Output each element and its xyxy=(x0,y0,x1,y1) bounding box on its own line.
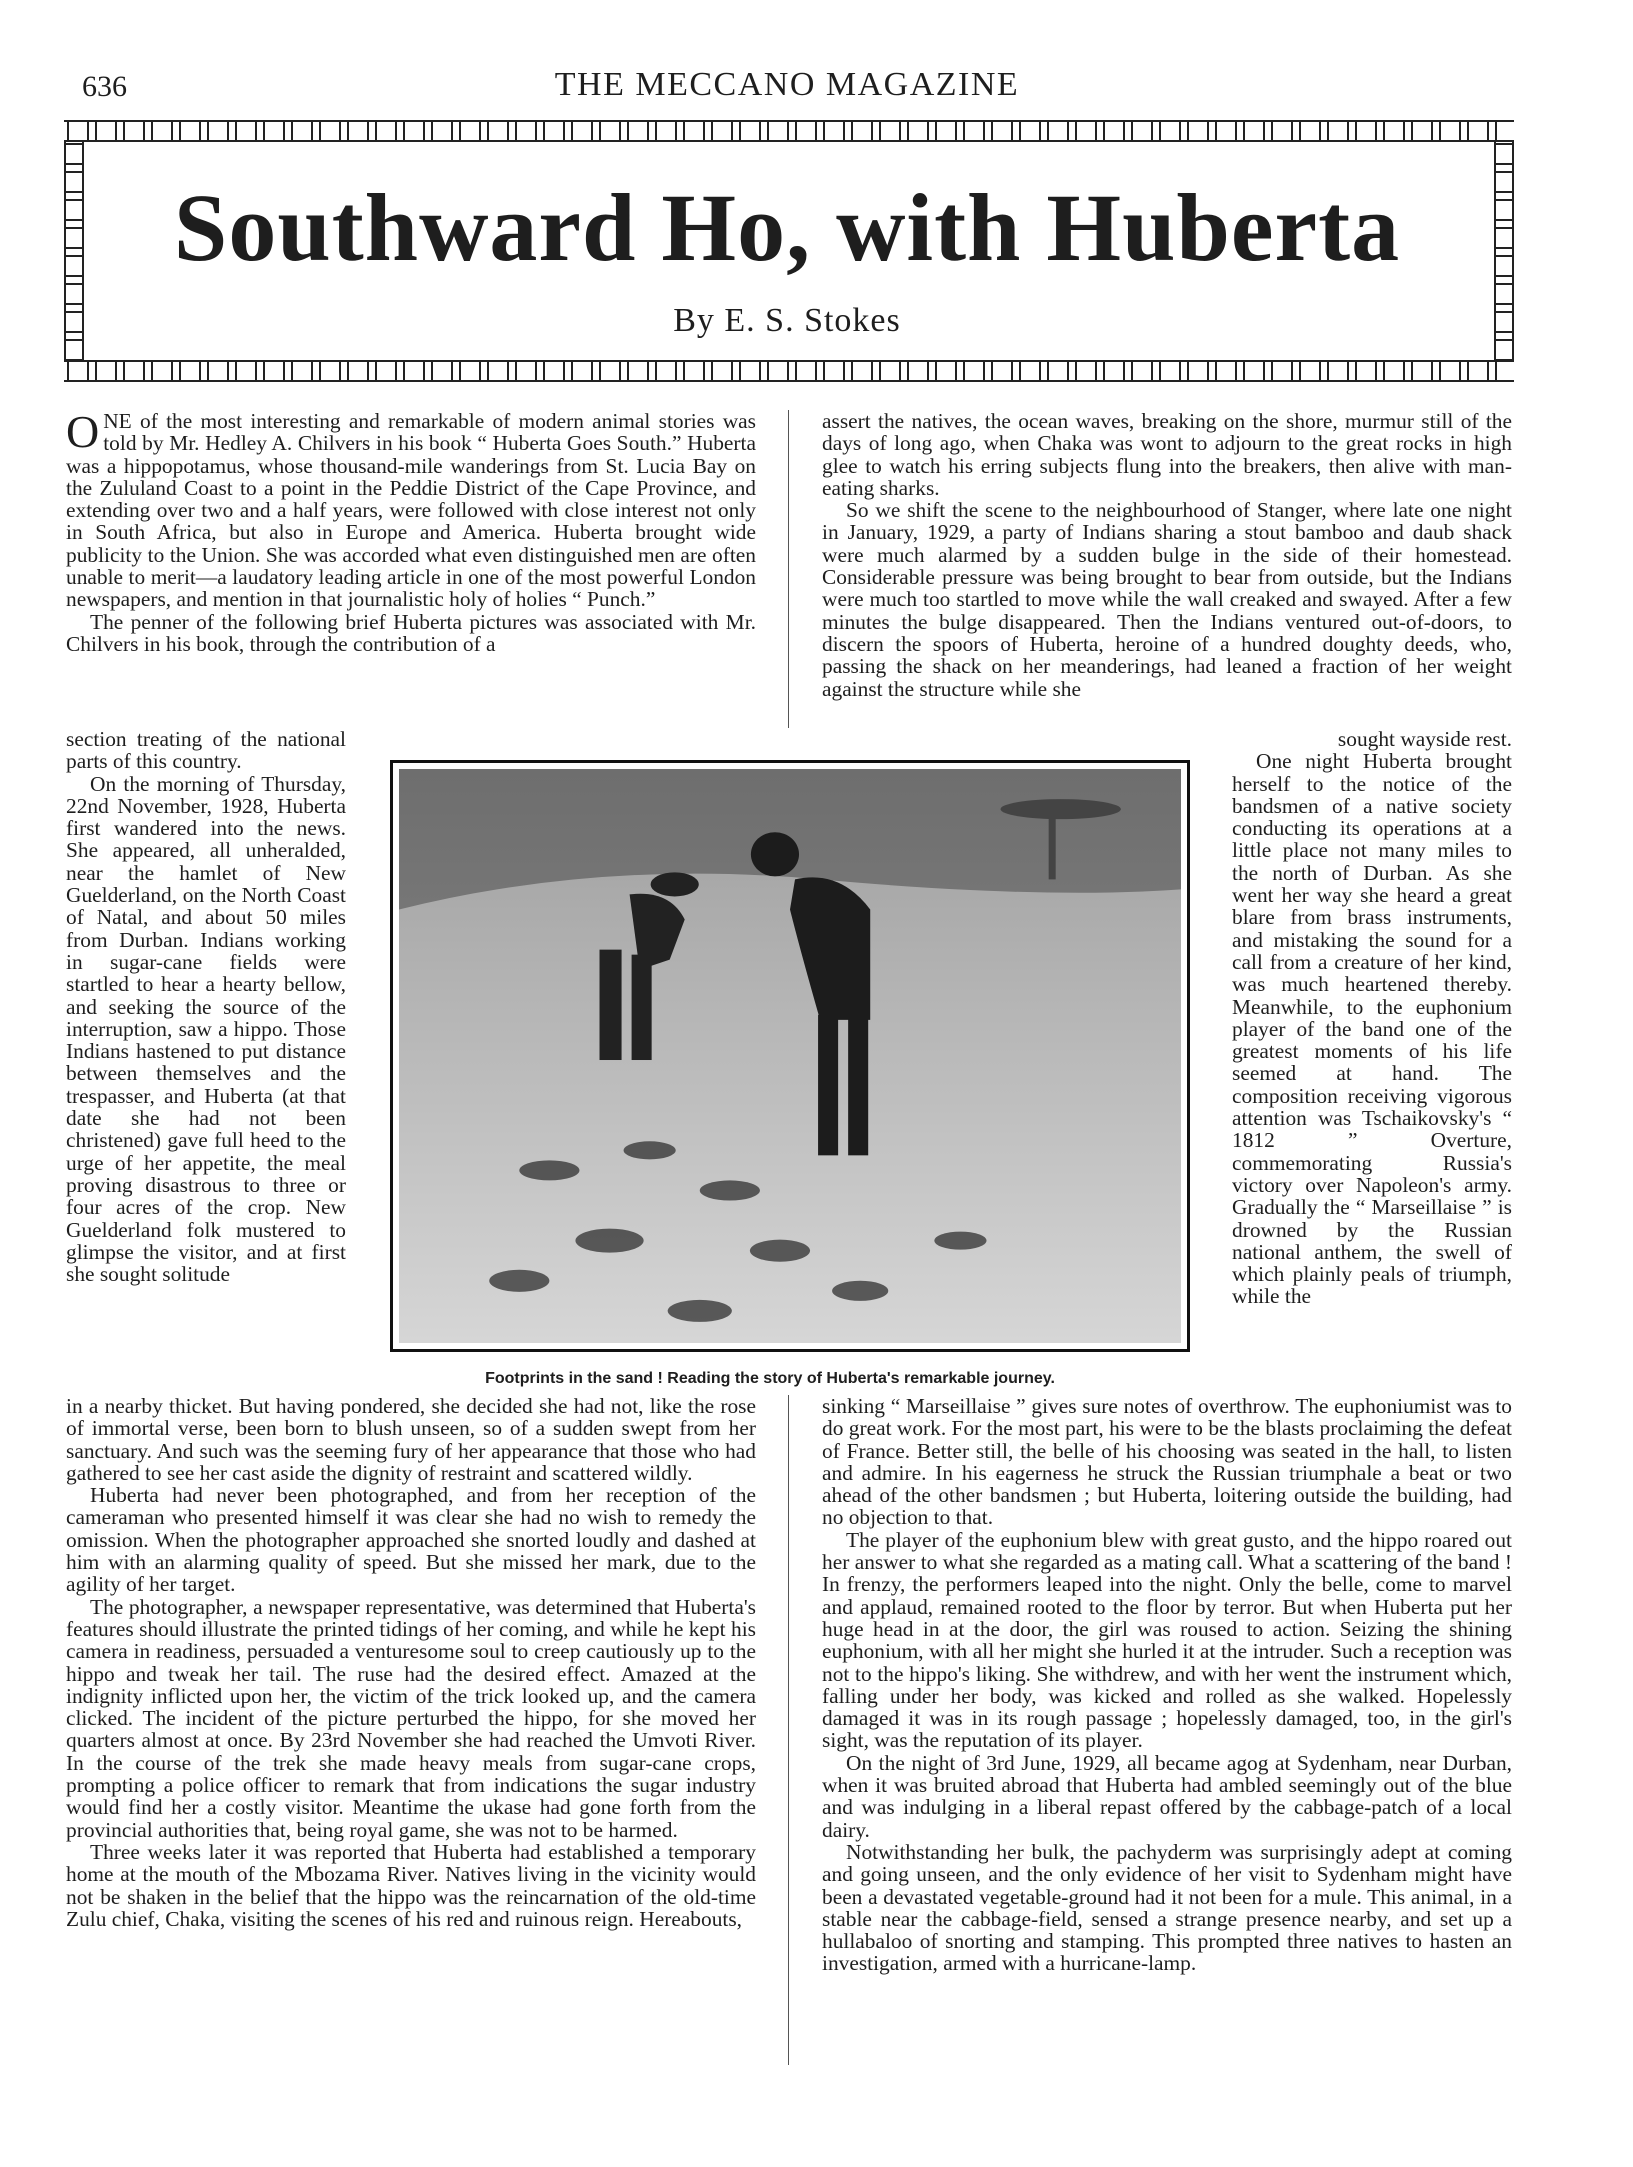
left-column-narrow xyxy=(66,728,346,1285)
paragraph: Three weeks later it was reported that Huberta had established a temporary home at the mouth of the Mbozama River. Natives living in the vicinity would not be shaken in the belief that the hippo was the reincarnation of the old-time Zulu chief, Chaka, visiting the scenes of his red and ruinous reign. Hereabouts, xyxy=(66,1839,756,1931)
right-column-narrow xyxy=(1232,728,1512,1308)
column-rule xyxy=(788,410,789,728)
paragraph: So we shift the scene to the neighbourhood of Stanger, where late one night in January, 1929, a party of Indians sharing a stout bamboo and daub shack were much alarmed by a sudden bulge in the side of their homestead. Considerable pressure was being brought to bear from outside, but the Indians were much too startled to move while the wall creaked and swayed. After a few minutes the bulge disappeared. Then the Indians ventured out-of-doors, to discern the spoors of Huberta, heroine of a hundred doughty deeds, who, passing the shack on her meanderings, had leaned a fraction of her weight against the structure while she xyxy=(822,498,1512,701)
paragraph: Huberta had never been photographed, and from her reception of the cameraman who presented himself it was clear she had no wish to remedy the omission. When the photographer approached she snorted loudly and dashed at him with an alarming quality of speed. But she missed her mark, due to the agility of her target. xyxy=(66,1483,756,1597)
paragraph: One night Huberta brought herself to the notice of the bandsmen of a native society conducting its operations at a little place not many miles to the north of Durban. As she went her way she heard a great blare from brass instruments, and mistaking the sound for a call from a creature of her kind, was much heartened thereby. Meanwhile, to the euphonium player of the band one of the greatest moments of his life seemed at hand. The composition receiving vigorous attention was Tschaikovsky's “ 1812 ” Overture, commemorating Russia's victory over Napoleon's army. Gradually the “ Marseillaise ” is drowned by the Russian national anthem, the swell of which plainly peals of triumph, while the xyxy=(1232,749,1512,1309)
paragraph: On the night of 3rd June, 1929, all became agog at Sydenham, near Durban, when it was bruited abroad that Huberta had ambled seemingly out of the blue and was indulging in a liberal repast offered by the cabbage-patch of a local dairy. xyxy=(822,1750,1512,1842)
paragraph: The penner of the following brief Huberta pictures was associated with Mr. Chilvers in his book, through the contribution of a xyxy=(66,609,756,656)
left-column-top xyxy=(66,406,756,656)
photo-caption: Footprints in the sand ! Reading the story of Huberta's remarkable journey. xyxy=(485,1370,1055,1387)
paragraph: in a nearby thicket. But having pondered, she decided she had not, like the rose of immortal verse, been born to blush unseen, so of a sudden swept from her sanctuary. And such was the seeming fury of her appearance that those who had gathered to see her cast aside the dignity of restraint and scattered wildly. xyxy=(66,1394,756,1485)
article-title: Southward Ho, with Huberta xyxy=(173,174,1401,281)
photograph xyxy=(390,760,1190,1352)
page-number: 636 xyxy=(82,70,127,103)
photo-image xyxy=(399,769,1181,1343)
paragraph: assert the natives, the ocean waves, breaking on the shore, murmur still of the days of long ago, when Chaka was wont to adjourn to the great rocks in high glee to watch his erring subjects flung into the breakers, then alive with man-eating sharks. xyxy=(822,409,1512,500)
column-rule xyxy=(788,1395,789,2065)
drop-cap: O xyxy=(66,406,100,457)
paragraph: Notwithstanding her bulk, the pachyderm was surprisingly adept at coming and going unseen, and the only evidence of her visit to Sydenham might have been a devastated vegetable-ground had it not been for a mule. This animal, in a stable near the cabbage-field, sensed a strange presence nearby, and set up a hullabaloo of snorting and stamping. This prompted three natives to hasten an investigation, armed with a hurricane-lamp. xyxy=(822,1839,1512,1976)
paragraph: ONE of the most interesting and remarkable of modern animal stories was told by Mr. Hedley A. Chilvers in his book “ Huberta Goes South.” Huberta was a hippopotamus, whose thousand-mile wanderings from St. Lucia Bay on the Zululand Coast to a point in the Peddie District of the Cape Province, and extending over two and a half years, were followed with close interest not only in South Africa, but also in Europe and America. Huberta brought wide publicity to the Union. She was accorded what even distinguished men are often unable to merit—a laudatory leading article in one of the most powerful London newspapers, and mention in that journalistic holy of holies “ Punch.” xyxy=(66,406,756,612)
right-column-top xyxy=(822,410,1512,700)
paragraph: sinking “ Marseillaise ” gives sure notes of overthrow. The euphoniumist was to do great work. For the most part, his were to be the blasts proclaiming the defeat of France. Better still, the belle of his choosing was seated in the hall, to listen and admire. In his eagerness he struck the Russian triumphale a beat or two ahead of the other bandsmen ; but Huberta, loitering outside the building, had no objection to that. xyxy=(822,1394,1512,1530)
paragraph: section treating of the national parts of this country. xyxy=(66,727,346,774)
left-column-bottom xyxy=(66,1395,756,1930)
border-top xyxy=(64,120,1514,142)
border-bottom xyxy=(64,360,1514,382)
paragraph: sought wayside rest. xyxy=(1337,727,1512,751)
right-column-bottom xyxy=(822,1395,1512,1975)
paragraph: On the morning of Thursday, 22nd November, 1928, Huberta first wandered into the news. She appeared, all unheralded, near the hamlet of New Guelderland, on the North Coast of Natal, and about 50 miles from Durban. Indians working in sugar-cane fields were startled to hear a hearty bellow, and seeking the source of the interruption, saw a hippo. Those Indians hastened to put distance between themselves and the trespasser, and Huberta (at that date she had not been christened) gave full heed to the urge of her appetite, the meal proving disastrous to three or four acres of the crop. New Guelderland folk mustered to glimpse the visitor, and at first she sought solitude xyxy=(66,771,346,1287)
paragraph: The player of the euphonium blew with great gusto, and the hippo roared out her answer to what she regarded as a mating call. What a scattering of the band ! In frenzy, the performers leaped into the night. Only the belle, come to marvel and applaud, remained rooted to the floor by terror. But when Huberta put her huge head in at the door, the girl was roused to action. Seizing the shining euphonium, with all her might she hurled it at the intruder. Such a reception was not to the hippo's liking. She withdrew, and with her went the instrument which, falling under her body, was kicked and rolled as she walked. Hopelessly damaged it was in its rough passage ; hopelessly damaged, too, in the girl's sight, was the reputation of its player. xyxy=(822,1527,1512,1753)
magazine-title: THE MECCANO MAGAZINE xyxy=(554,66,1020,103)
paragraph: The photographer, a newspaper representative, was determined that Huberta's features should illustrate the printed tidings of her coming, and while he kept his camera in readiness, persuaded a venturesome soul to creep cautiously up to the hippo and tweak her tail. The ruse had the desired effect. Amazed at the indignity inflicted upon her, the victim of the trick looked up, and the camera clicked. The incident of the picture perturbed the hippo, for she moved her quarters almost at once. By 23rd November she had reached the Umvoti River. In the course of the trek she made heavy meals from sugar-cane crops, prompting a police officer to remark that from indications the sugar industry would find her a costly visitor. Meantime the ukase had gone forth from the provincial authorities that, being royal game, she was not to be harmed. xyxy=(66,1594,756,1842)
byline: By E. S. Stokes xyxy=(673,302,901,339)
